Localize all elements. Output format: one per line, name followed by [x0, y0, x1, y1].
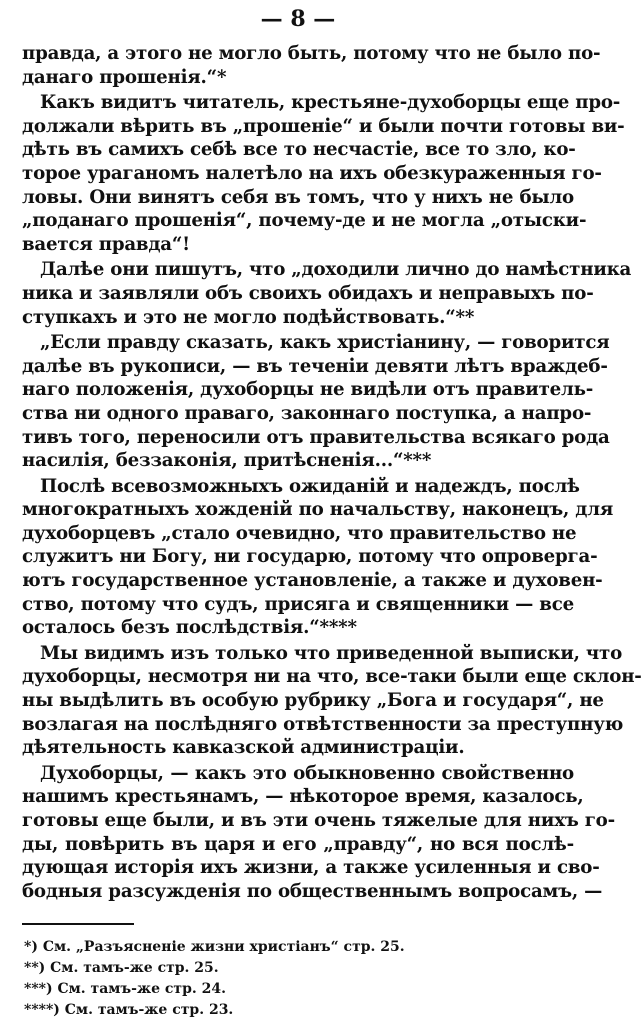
- body-text: [22, 42, 642, 903]
- text-line: дующая исторія ихъ жизни, а также усиленныя и сво-: [22, 857, 600, 879]
- text-line: многократныхъ хожденій по начальству, наконецъ, для: [22, 499, 614, 521]
- text-line: бодныя разсужденія по общественнымъ вопросамъ, —: [22, 880, 603, 902]
- text-line: ступкахъ и это не могло подѣйствовать.“**: [22, 306, 475, 328]
- paragraph: [22, 475, 614, 640]
- paragraph: [22, 331, 610, 473]
- text-line: ютъ государственное установленіе, а также и духовен-: [22, 570, 603, 592]
- paragraph: [22, 762, 615, 904]
- footnote: ****) См. тамъ-же стр. 23.: [24, 1002, 234, 1019]
- text-line: ны выдѣлить въ особую рубрику „Бога и государя“, не: [22, 690, 604, 712]
- footnote: *) См. „Разъясненіе жизни христіанъ“ стр. 25.: [24, 939, 405, 956]
- text-line: духоборцы, несмотря ни на что, все-таки были еще склон-: [22, 666, 642, 688]
- text-line: „поданаго прошенія“, почему-де и не могла „отыски-: [22, 210, 587, 232]
- text-line: должали вѣрить въ „прошеніе“ и были почти готовы ви-: [22, 115, 625, 137]
- text-line: ника и заявляли объ своихъ обидахъ и неправыхъ по-: [22, 282, 594, 304]
- footnotes: [22, 937, 574, 1021]
- text-line: ство, потому что судъ, присяга и священники — все: [22, 593, 574, 615]
- text-line: вается правда“!: [22, 233, 190, 255]
- text-line: готовы еще были, и въ эти очень тяжелые для нихъ го-: [22, 810, 615, 831]
- text-line: ства ни одного праваго, законнаго поступка, а напро-: [22, 402, 592, 424]
- text-line: „Если правду сказать, какъ христіанину, — говорится: [40, 332, 610, 354]
- footnote: **) См. тамъ-же стр. 25.: [24, 960, 219, 977]
- text-line: Какъ видитъ читатель, крестьяне-духоборцы еще про-: [40, 92, 621, 114]
- footnote-rule: [22, 923, 134, 925]
- text-line: дѣть въ самихъ себѣ все то несчастіе, все то зло, ко-: [22, 139, 576, 161]
- text-line: ловы. Они винятъ себя въ томъ, что у нихъ не было: [22, 186, 574, 208]
- text-line: насилія, беззаконія, притѣсненія...“***: [22, 450, 432, 472]
- text-line: нашимъ крестьянамъ, — нѣкоторое время, казалось,: [22, 786, 584, 808]
- text-line: Мы видимъ изъ только что приведенной выписки, что: [40, 642, 623, 664]
- text-line: тивъ того, переносили отъ правительства всякаго рода: [22, 426, 610, 448]
- text-line: далѣе въ рукописи, — въ теченіи девяти лѣтъ враждеб-: [22, 355, 608, 377]
- paragraph: [22, 91, 625, 256]
- text-line: правда, а этого не могло быть, потому что не было по-: [22, 43, 601, 64]
- text-line: Послѣ всевозможныхъ ожиданій и надеждъ, послѣ: [40, 475, 580, 497]
- text-line: осталось безъ послѣдствія.“****: [22, 617, 357, 639]
- text-line: дѣятельность кавказской администраціи.: [22, 737, 465, 759]
- text-line: торое ураганомъ налетѣло на ихъ обезкураженныя го-: [22, 162, 602, 184]
- text-line: служитъ ни Богу, ни государю, потому что опроверга-: [22, 546, 598, 568]
- paragraph: [22, 642, 642, 760]
- text-line: возлагая на послѣдняго отвѣтственности за преступную: [22, 713, 624, 735]
- text-line: данаго прошенія.“*: [22, 66, 227, 88]
- text-line: наго положенія, духоборцы не видѣли отъ правитель-: [22, 379, 594, 401]
- text-line: Духоборцы, — какъ это обыкновенно свойственно: [40, 762, 574, 784]
- text-line: духоборцевъ „стало очевидно, что правительство не: [22, 522, 577, 544]
- paragraph: [22, 258, 632, 329]
- paragraph: [22, 42, 601, 89]
- text-line: Далѣе они пишутъ, что „доходили лично до намѣстника: [40, 259, 632, 281]
- page-number: — 8 —: [260, 6, 336, 32]
- text-line: ды, повѣрить въ царя и его „правду“, но вся послѣ-: [22, 833, 574, 855]
- footnote: ***) См. тамъ-же стр. 24.: [24, 981, 226, 998]
